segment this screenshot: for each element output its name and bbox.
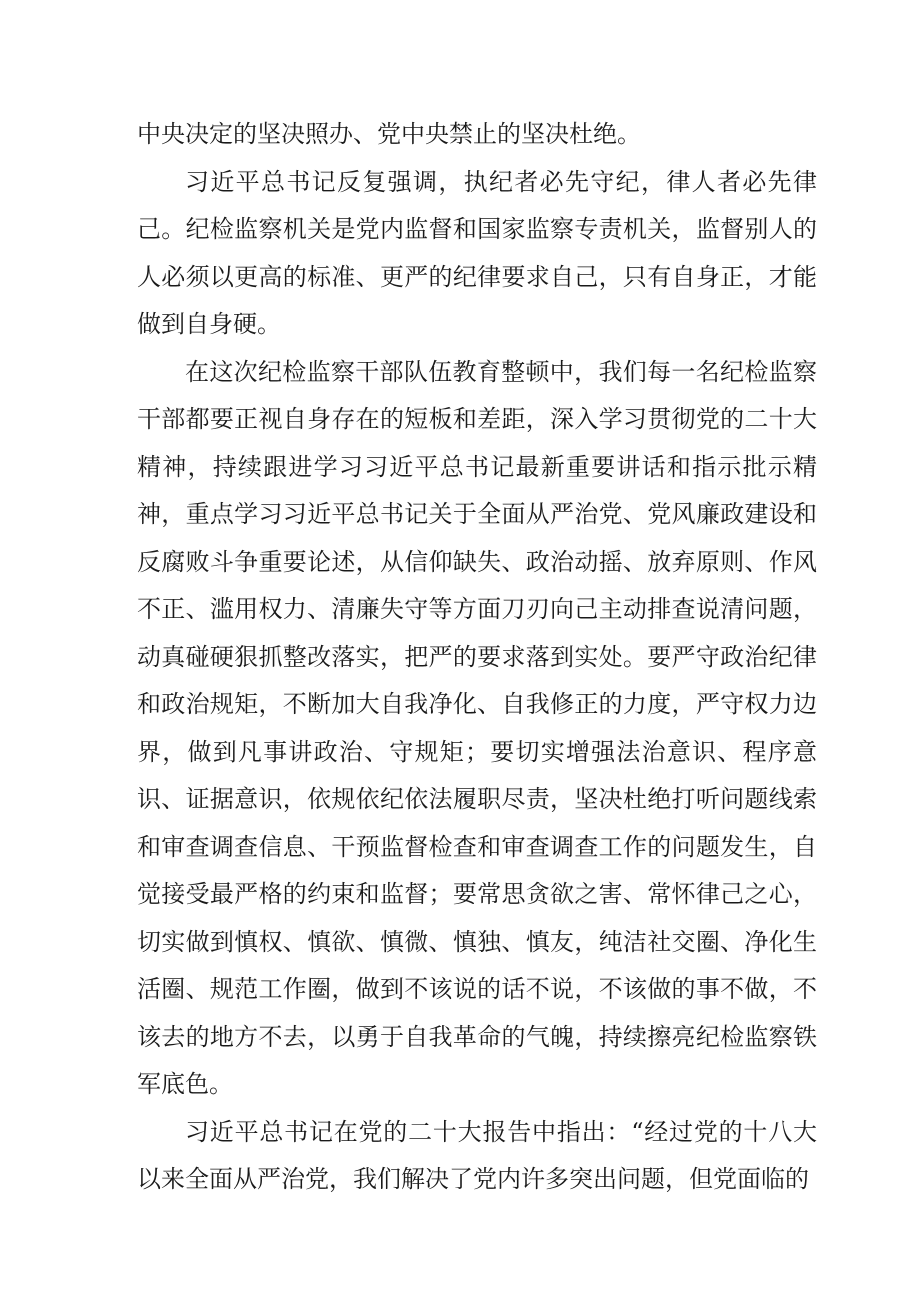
document-body	[137, 111, 817, 1204]
paragraph-1: 中央决定的坚决照办、党中央禁止的坚决杜绝。	[137, 120, 641, 148]
paragraph-2: 习近平总书记反复强调，执纪者必先守纪，律人者必先律己。纪检监察机关是党内监督和国家监察专责机关，监督别人的人必须以更高的标准、更严的纪律要求自己，只有自身正，才能做到自身硬。	[137, 167, 817, 338]
paragraph-3: 在这次纪检监察干部队伍教育整顿中，我们每一名纪检监察干部都要正视自身存在的短板和差距，深入学习贯彻党的二十大精神，持续跟进学习习近平总书记最新重要讲话和指示批示精神，重点学习习近平总书记关于全面从严治党、党风廉政建设和反腐败斗争重要论述，从信仰缺失、政治动摇、放弃原则、作风不正、滥用权力、清廉失守等方面刀刃向己主动排查说清问题，动真碰硬狠抓整改落实，把严的要求落到实处。要严守政治纪律和政治规矩，不断加大自我净化、自我修正的力度，严守权力边界，做到凡事讲政治、守规矩；要切实增强法治意识、程序意识、证据意识，依规依纪依法履职尽责，坚决杜绝打听问题线索和审查调查信息、干预监督检查和审查调查工作的问题发生，自觉接受最严格的约束和监督；要常思贪欲之害、常怀律己之心，切实做到慎权、慎欲、慎微、慎独、慎友，纯洁社交圈、净化生活圈、规范工作圈，做到不该说的话不说，不该做的事不做，不该去的地方不去，以勇于自我革命的气魄，持续擦亮纪检监察铁军底色。	[137, 357, 817, 1098]
paragraph-4: 习近平总书记在党的二十大报告中指出：“经过党的十八大以来全面从严治党，我们解决了党内许多突出问题，但党面临的	[137, 1117, 817, 1193]
